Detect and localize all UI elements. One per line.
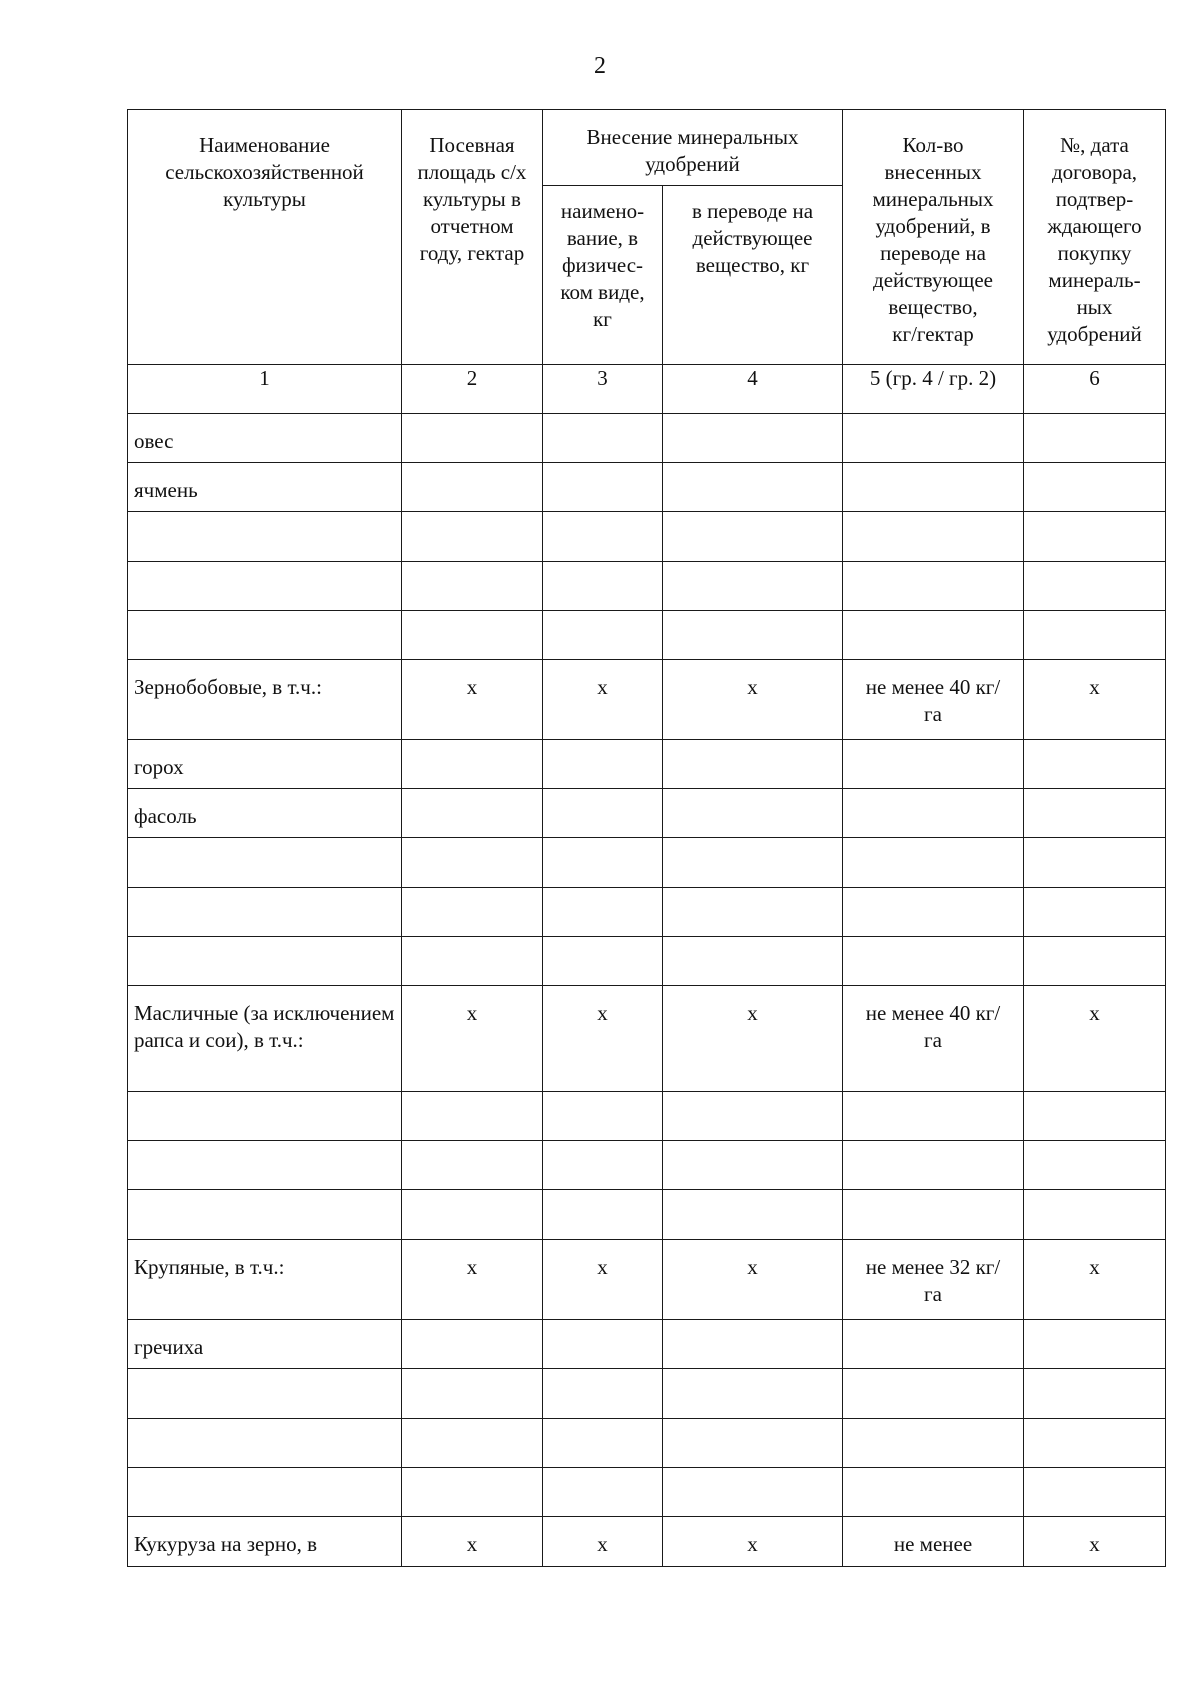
- value-cell: х: [543, 986, 663, 1092]
- value-cell: [402, 1369, 543, 1419]
- value-cell: не менее 40 кг/га: [843, 986, 1024, 1092]
- crop-name-cell: [128, 1190, 402, 1240]
- value-cell: [663, 1369, 843, 1419]
- value-cell: [402, 789, 543, 838]
- value-cell: [843, 1468, 1024, 1517]
- table-row: [128, 1369, 1166, 1419]
- value-cell: х: [543, 1517, 663, 1567]
- value-cell: [843, 562, 1024, 611]
- column-number: 1: [128, 365, 402, 414]
- table-row: [128, 888, 1166, 937]
- crop-name-cell: фасоль: [128, 789, 402, 838]
- value-cell: [402, 740, 543, 789]
- column-numbers-row: [128, 365, 1166, 414]
- value-cell: [1024, 512, 1166, 562]
- value-cell: [843, 1320, 1024, 1369]
- crop-name-cell: Крупяные, в т.ч.:: [128, 1240, 402, 1320]
- header-fertilizer-amount: Кол-во внесенных минеральных удобрений, в переводе на действующее вещество, кг/гектар: [843, 110, 1024, 365]
- crop-name-cell: овес: [128, 414, 402, 463]
- fertilizer-report-table: [127, 109, 1166, 1567]
- value-cell: [1024, 1419, 1166, 1468]
- value-cell: [543, 611, 663, 660]
- value-cell: [1024, 789, 1166, 838]
- value-cell: [402, 512, 543, 562]
- header-fertilizer-application-group: Внесение минеральных удобрений: [543, 110, 843, 186]
- table-row: [128, 1092, 1166, 1141]
- column-number: 6: [1024, 365, 1166, 414]
- table-row: [128, 611, 1166, 660]
- value-cell: [1024, 937, 1166, 986]
- value-cell: [663, 611, 843, 660]
- table-row: [128, 1141, 1166, 1190]
- value-cell: [1024, 888, 1166, 937]
- value-cell: [1024, 1468, 1166, 1517]
- column-number: 3: [543, 365, 663, 414]
- value-cell: [663, 512, 843, 562]
- value-cell: [543, 1092, 663, 1141]
- value-cell: [663, 1320, 843, 1369]
- value-cell: [1024, 463, 1166, 512]
- value-cell: [543, 888, 663, 937]
- table-row: [128, 789, 1166, 838]
- value-cell: [663, 838, 843, 888]
- value-cell: [663, 562, 843, 611]
- value-cell: [543, 1468, 663, 1517]
- value-cell: х: [543, 660, 663, 740]
- value-cell: [543, 1369, 663, 1419]
- value-cell: не менее 40 кг/га: [843, 660, 1024, 740]
- value-cell: [1024, 1369, 1166, 1419]
- value-cell: [843, 1190, 1024, 1240]
- value-cell: х: [663, 1517, 843, 1567]
- value-cell: х: [543, 1240, 663, 1320]
- crop-name-cell: гречиха: [128, 1320, 402, 1369]
- crop-name-cell: [128, 838, 402, 888]
- value-cell: [543, 414, 663, 463]
- value-cell: не менее 32 кг/га: [843, 1240, 1024, 1320]
- value-cell: х: [402, 986, 543, 1092]
- header-contract-info: №, дата договора, подтвер- ждающего покупку минераль- ных удобрений: [1024, 110, 1166, 365]
- value-cell: [402, 611, 543, 660]
- header-crop-name: Наименование сельскохозяйственной культуры: [128, 110, 402, 365]
- value-cell: [663, 888, 843, 937]
- column-number: 2: [402, 365, 543, 414]
- crop-name-cell: горох: [128, 740, 402, 789]
- value-cell: [843, 414, 1024, 463]
- table-row: [128, 1190, 1166, 1240]
- value-cell: [402, 562, 543, 611]
- crop-name-cell: [128, 611, 402, 660]
- value-cell: [543, 562, 663, 611]
- value-cell: [402, 838, 543, 888]
- table-row: [128, 937, 1166, 986]
- header-active-substance: в переводе на действующее вещество, кг: [663, 186, 843, 365]
- table-row: [128, 740, 1166, 789]
- value-cell: [663, 1468, 843, 1517]
- crop-name-cell: [128, 1468, 402, 1517]
- crop-name-cell: [128, 937, 402, 986]
- value-cell: [663, 740, 843, 789]
- value-cell: [1024, 1092, 1166, 1141]
- crop-name-cell: Масличные (за исключением рапса и сои), в т.ч.:: [128, 986, 402, 1092]
- crop-name-cell: [128, 1369, 402, 1419]
- value-cell: [1024, 1141, 1166, 1190]
- value-cell: [843, 1369, 1024, 1419]
- value-cell: [402, 1190, 543, 1240]
- table-row: [128, 1320, 1166, 1369]
- value-cell: [1024, 562, 1166, 611]
- column-number: 4: [663, 365, 843, 414]
- value-cell: [1024, 414, 1166, 463]
- value-cell: не менее: [843, 1517, 1024, 1567]
- header-physical-weight: наимено- вание, в физичес- ком виде, кг: [543, 186, 663, 365]
- crop-name-cell: [128, 1419, 402, 1468]
- value-cell: [402, 888, 543, 937]
- value-cell: х: [663, 1240, 843, 1320]
- table-row: [128, 512, 1166, 562]
- value-cell: [843, 1092, 1024, 1141]
- value-cell: х: [402, 660, 543, 740]
- value-cell: х: [1024, 986, 1166, 1092]
- value-cell: [402, 414, 543, 463]
- value-cell: [843, 888, 1024, 937]
- table-row: [128, 660, 1166, 740]
- value-cell: [402, 1092, 543, 1141]
- value-cell: [663, 1092, 843, 1141]
- value-cell: х: [402, 1517, 543, 1567]
- value-cell: х: [663, 660, 843, 740]
- header-row-top: [128, 110, 1166, 186]
- value-cell: [543, 512, 663, 562]
- value-cell: х: [1024, 1240, 1166, 1320]
- value-cell: [843, 789, 1024, 838]
- value-cell: [663, 1419, 843, 1468]
- value-cell: [1024, 838, 1166, 888]
- value-cell: [402, 937, 543, 986]
- value-cell: [402, 1419, 543, 1468]
- value-cell: [402, 1141, 543, 1190]
- table-row: [128, 562, 1166, 611]
- value-cell: [543, 789, 663, 838]
- value-cell: [543, 1190, 663, 1240]
- table-row: [128, 1419, 1166, 1468]
- value-cell: [843, 611, 1024, 660]
- value-cell: х: [1024, 660, 1166, 740]
- value-cell: [543, 1320, 663, 1369]
- value-cell: [663, 463, 843, 512]
- value-cell: [543, 1419, 663, 1468]
- value-cell: [663, 1190, 843, 1240]
- crop-name-cell: [128, 562, 402, 611]
- value-cell: [1024, 1320, 1166, 1369]
- value-cell: [543, 937, 663, 986]
- crop-name-cell: ячмень: [128, 463, 402, 512]
- value-cell: [663, 414, 843, 463]
- crop-name-cell: Кукуруза на зерно, в: [128, 1517, 402, 1567]
- value-cell: [843, 1141, 1024, 1190]
- value-cell: [543, 740, 663, 789]
- header-sown-area: Посевная площадь с/х культуры в отчетном году, гектар: [402, 110, 543, 365]
- value-cell: [843, 463, 1024, 512]
- value-cell: [543, 463, 663, 512]
- value-cell: [663, 1141, 843, 1190]
- table-row: [128, 838, 1166, 888]
- table-row: [128, 463, 1166, 512]
- table-row: [128, 414, 1166, 463]
- value-cell: х: [1024, 1517, 1166, 1567]
- value-cell: [543, 1141, 663, 1190]
- value-cell: [402, 1468, 543, 1517]
- crop-name-cell: Зернобобовые, в т.ч.:: [128, 660, 402, 740]
- crop-name-cell: [128, 888, 402, 937]
- page-number: 2: [594, 53, 606, 79]
- crop-name-cell: [128, 1092, 402, 1141]
- column-number: 5 (гр. 4 / гр. 2): [843, 365, 1024, 414]
- value-cell: [843, 740, 1024, 789]
- value-cell: [402, 1320, 543, 1369]
- value-cell: х: [663, 986, 843, 1092]
- table-row: [128, 986, 1166, 1092]
- table-row: [128, 1240, 1166, 1320]
- value-cell: [843, 512, 1024, 562]
- table-row: [128, 1517, 1166, 1567]
- value-cell: [663, 937, 843, 986]
- value-cell: [843, 937, 1024, 986]
- value-cell: [402, 463, 543, 512]
- value-cell: [843, 1419, 1024, 1468]
- value-cell: [843, 838, 1024, 888]
- crop-name-cell: [128, 512, 402, 562]
- value-cell: [543, 838, 663, 888]
- value-cell: [1024, 611, 1166, 660]
- value-cell: [1024, 740, 1166, 789]
- value-cell: [663, 789, 843, 838]
- table-row: [128, 1468, 1166, 1517]
- value-cell: [1024, 1190, 1166, 1240]
- value-cell: х: [402, 1240, 543, 1320]
- crop-name-cell: [128, 1141, 402, 1190]
